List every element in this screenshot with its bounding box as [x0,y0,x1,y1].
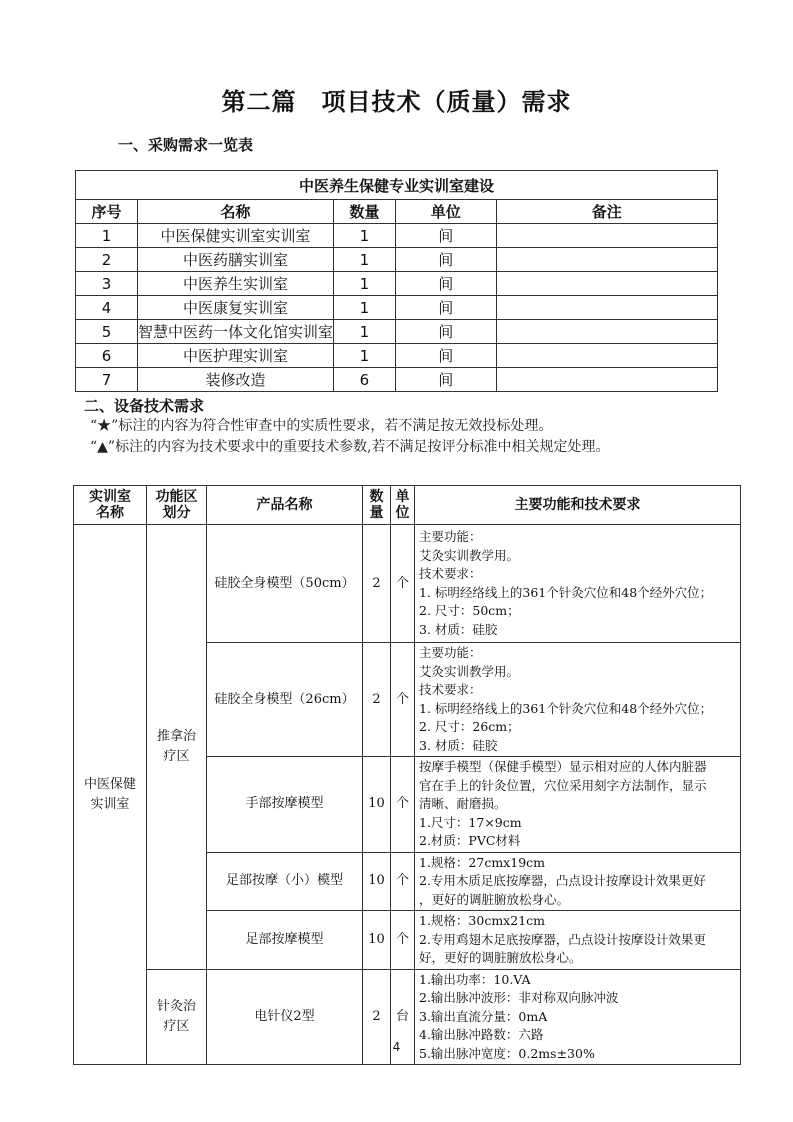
table-row [76,296,718,320]
cell-qty: 1 [333,224,395,248]
cell-no: 3 [76,272,138,296]
cell-name: 中医药膳实训室 [137,248,333,272]
cell-qty: 10 [363,852,391,911]
equipment-requirements-intro [84,396,764,458]
cell-remark [496,320,718,344]
cell-product: 电针仪2型 [207,969,363,1065]
column-header-qty [363,486,391,525]
cell-unit: 个 [391,911,415,970]
spec-line: 2.专用木质足底按摩器，凸点设计按摩设计效果更好 [419,873,706,888]
spec-line: 2. 尺寸：50cm； [419,603,520,618]
spec-line: 2.专用鸡翅木足底按摩器，凸点设计按摩设计效果更 [419,931,706,947]
cell-name: 中医保健实训室实训室 [137,224,333,248]
cell-qty: 1 [333,248,395,272]
cell-no: 2 [76,248,138,272]
table-row [76,344,718,368]
spec-line: 好，更好的调脏腑放松身心。 [419,950,582,965]
header-line: 量 [369,505,384,521]
spec-line: 4.输出脉冲路数：六路 [419,1027,544,1042]
spec-line: 主要功能： [419,645,482,660]
table-row [74,525,741,643]
cell-remark [496,368,718,392]
cell-product: 手部按摩模型 [207,757,363,853]
column-header-name: 名称 [137,200,333,224]
header-line: 单 [395,489,410,505]
cell-unit: 间 [395,368,496,392]
spec-line: 1.规格：27cmx19cm [419,854,545,870]
cell-name: 中医康复实训室 [137,296,333,320]
cell-no: 5 [76,320,138,344]
header-line: 实训室 [89,489,131,505]
cell-qty: 1 [333,344,395,368]
cell-qty: 1 [333,296,395,320]
spec-line: 2.输出脉冲波形：非对称双向脉冲波 [419,990,619,1005]
spec-line: 官在手上的针灸位置，穴位采用刻字方法制作，显示 [419,777,707,793]
header-line: 位 [395,505,410,521]
cell-unit: 台 [391,969,415,1065]
cell-qty: 2 [363,525,391,643]
spec-line: 1. 标明经络线上的361个针灸穴位和48个经外穴位； [419,700,713,716]
column-header-room [74,486,147,525]
cell-remark [496,296,718,320]
header-line: 数 [369,489,384,505]
cell-name: 中医护理实训室 [137,344,333,368]
spec-line: 5.输出脉冲宽度：0.2ms±30% [419,1045,595,1061]
cell-qty: 10 [363,911,391,970]
spec-line: 1. 标明经络线上的361个针灸穴位和48个经外穴位； [419,584,713,600]
cell-unit: 间 [395,248,496,272]
spec-line: 技术要求： [419,682,482,697]
cell-name: 装修改造 [137,368,333,392]
cell-remark [496,272,718,296]
cell-qty: 2 [363,969,391,1065]
column-header-unit: 单位 [395,200,496,224]
cell-qty: 6 [333,368,395,392]
procurement-summary-table [75,170,718,392]
cell-remark [496,224,718,248]
cell-unit: 间 [395,224,496,248]
cell-spec [415,911,741,970]
cell-unit: 个 [391,525,415,643]
table-row [76,368,718,392]
cell-spec [415,757,741,853]
table-row [76,320,718,344]
section-heading-procurement-list: 一、采购需求一览表 [118,136,254,154]
cell-spec [415,852,741,911]
note-triangle-requirement: “▲”标注的内容为技术要求中的重要技术参数,若不满足按评分标准中相关规定处理。 [90,439,610,455]
page-number: 4 [392,1040,401,1054]
cell-room-name [74,525,147,1065]
column-header-qty: 数量 [333,200,395,224]
header-line: 功能区 [155,489,198,505]
cell-no: 4 [76,296,138,320]
cell-unit: 间 [395,296,496,320]
spec-line: ，更好的调脏腑放松身心。 [419,891,570,907]
cell-zone [147,525,207,970]
table-row [76,272,718,296]
spec-line: 技术要求： [419,566,482,581]
cell-unit: 个 [391,852,415,911]
spec-line: 2. 尺寸：26cm； [419,719,520,734]
cell-product: 足部按摩（小）模型 [207,852,363,911]
cell-name: 中医养生实训室 [137,272,333,296]
cell-name: 智慧中医药一体文化馆实训室 [137,320,333,344]
page-title: 第二篇 项目技术（质量）需求 [221,88,572,116]
column-header-spec: 主要功能和技术要求 [415,486,741,525]
spec-line: 3.输出直流分量：0mA [419,1008,548,1024]
cell-spec [415,525,741,643]
cell-unit: 个 [391,757,415,853]
spec-line: 3. 材质：硅胶 [419,621,498,637]
header-line: 名称 [96,505,124,521]
table-caption: 中医养生保健专业实训室建设 [76,171,718,200]
column-header-zone [147,486,207,525]
cell-product: 硅胶全身模型（26cm） [207,643,363,757]
table-row [76,224,718,248]
spec-line: 1.尺寸：17×9cm [419,814,522,830]
zone-name-line: 针灸治 [156,998,196,1014]
column-header-unit [391,486,415,525]
cell-qty: 1 [333,272,395,296]
cell-no: 7 [76,368,138,392]
cell-remark [496,344,718,368]
spec-line: 主要功能： [419,529,482,544]
zone-name-line: 疗区 [163,1018,190,1034]
cell-remark [496,248,718,272]
zone-name-line: 疗区 [163,748,190,764]
note-star-requirement: “★”标注的内容为符合性审查中的实质性要求，若不满足按无效投标处理。 [90,418,553,434]
cell-unit: 间 [395,320,496,344]
table-row [76,248,718,272]
column-header-product: 产品名称 [207,486,363,525]
spec-line: 艾灸实训教学用。 [419,547,520,563]
equipment-requirements-table [73,485,741,1065]
cell-unit: 间 [395,272,496,296]
cell-qty: 2 [363,643,391,757]
spec-line: 艾灸实训教学用。 [419,663,520,679]
cell-no: 1 [76,224,138,248]
cell-qty: 10 [363,757,391,853]
section-heading-equipment-requirements: 二、设备技术需求 [84,397,205,415]
spec-line: 2.材质：PVC材料 [419,833,521,848]
room-name-line: 中医保健 [83,776,136,792]
spec-line: 按摩手模型（保健手模型）显示相对应的人体内脏器 [419,759,707,774]
cell-unit: 个 [391,643,415,757]
header-line: 划分 [162,505,191,521]
cell-product: 足部按摩模型 [207,911,363,970]
cell-product: 硅胶全身模型（50cm） [207,525,363,643]
room-name-line: 实训室 [90,796,130,812]
column-header-remark: 备注 [496,200,718,224]
cell-qty: 1 [333,320,395,344]
cell-no: 6 [76,344,138,368]
spec-line: 1.规格：30cmx21cm [419,913,545,928]
cell-spec [415,643,741,757]
spec-line: 清晰、耐磨损。 [419,796,507,811]
spec-line: 1.输出功率：10.VA [419,971,531,987]
spec-line: 3. 材质：硅胶 [419,737,498,753]
cell-unit: 间 [395,344,496,368]
zone-name-line: 推拿治 [156,728,196,744]
column-header-no: 序号 [76,200,138,224]
